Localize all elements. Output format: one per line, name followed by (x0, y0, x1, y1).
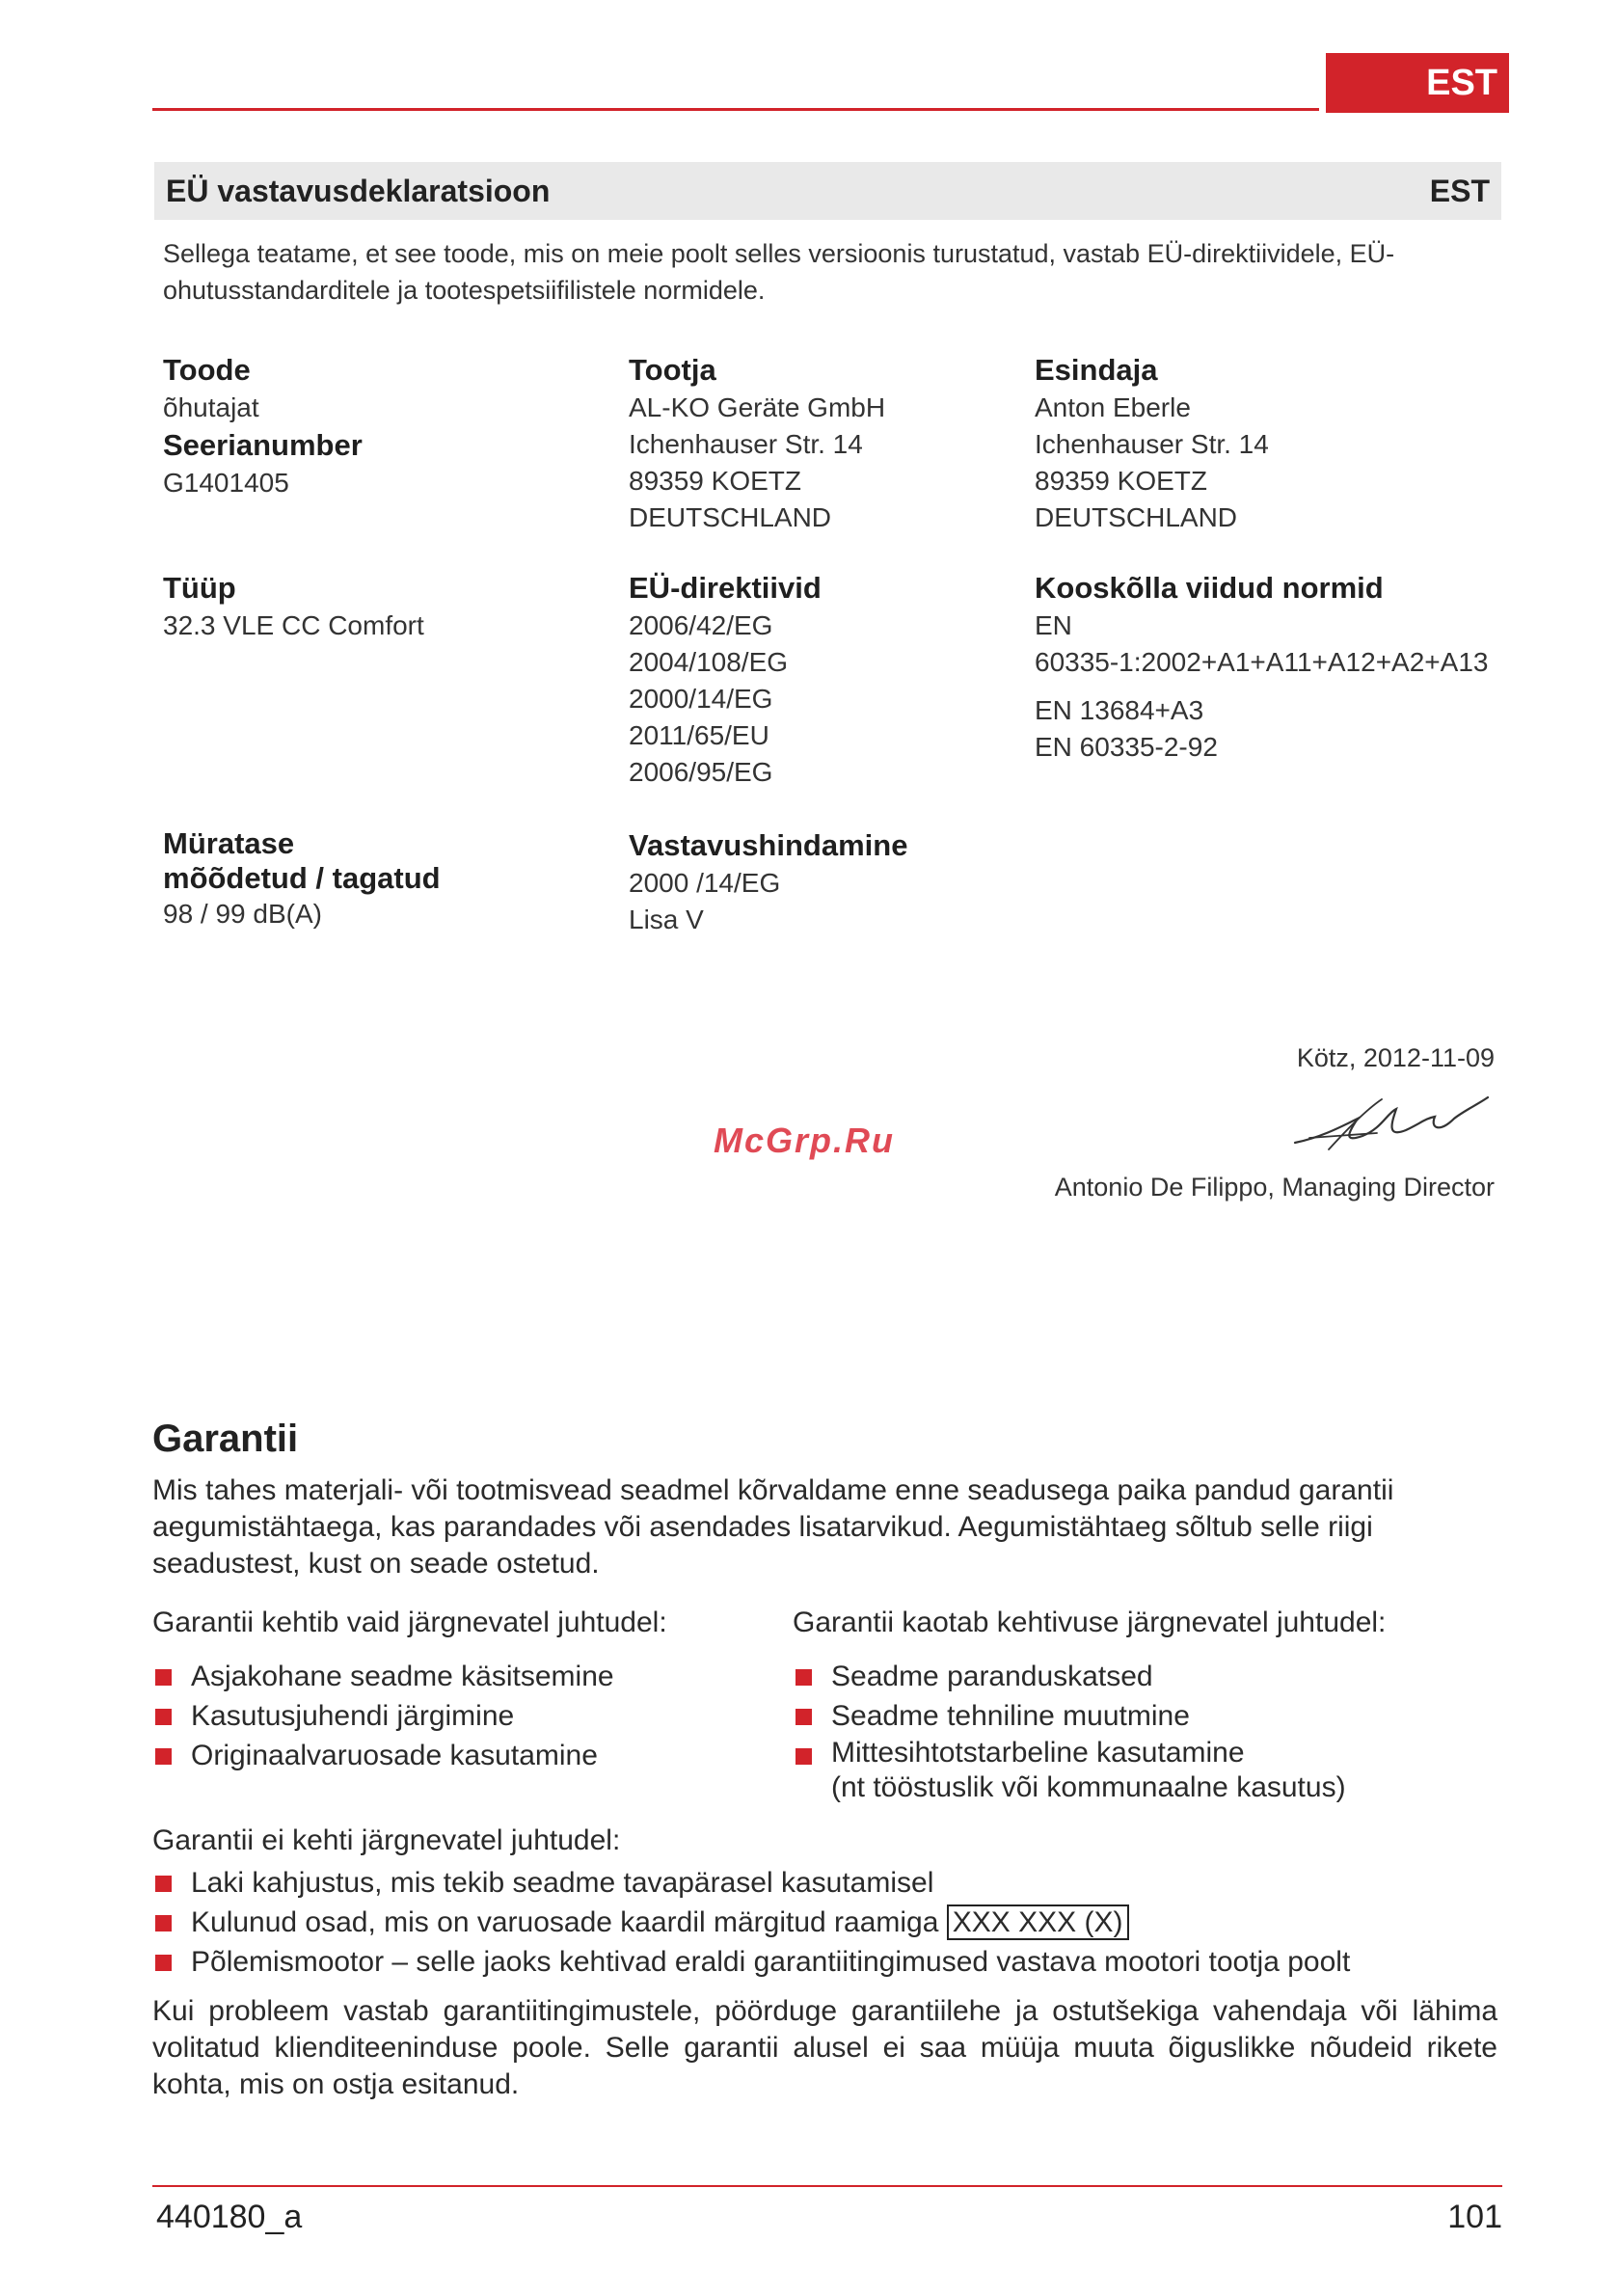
directive-item: 2006/42/EG (629, 610, 773, 640)
list-item: Põlemismootor – selle jaoks kehtivad eraldi garantiitingimused vastava mootori tootja poolt (152, 1942, 1502, 1982)
declaration-intro: Sellega teatame, et see toode, mis on meie poolt selles versioonis turustatud, vastab EÜ-direktiividele, EÜ-ohutusstandarditele ja tootespetsiifilistele normidele. (163, 239, 1395, 305)
signer-name: Antonio De Filippo, Managing Director (1054, 1173, 1495, 1202)
directive-item: 2000/14/EG (629, 684, 773, 714)
manufacturer-line: AL-KO Geräte GmbH (629, 392, 886, 422)
noise-value: 98 / 99 dB(A) (163, 899, 322, 929)
representative-line: DEUTSCHLAND (1035, 502, 1238, 532)
directive-item: 2011/65/EU (629, 720, 769, 750)
bullet-square-icon (796, 1669, 812, 1686)
conformity-label: Vastavushindamine (629, 828, 908, 862)
header-rule (152, 108, 1319, 111)
noise-label: Müratase (163, 826, 295, 860)
noise-label-sub: mõõdetud / tagatud (163, 861, 441, 895)
norm-item: EN 13684+A3 (1035, 695, 1204, 725)
serial-label: Seerianumber (163, 428, 363, 462)
list-item: Asjakohane seadme käsitsemine (152, 1657, 769, 1696)
list-item: Originaalvaruosade kasutamine (152, 1736, 769, 1775)
norm-item: 60335-1:2002+A1+A11+A12+A2+A13 (1035, 647, 1489, 677)
norm-item: EN (1035, 610, 1072, 640)
list-item: Kasutusjuhendi järgimine (152, 1696, 769, 1736)
boxed-part-code: XXX XXX (X) (947, 1904, 1129, 1940)
list-item: Seadme tehniline muutmine (793, 1696, 1497, 1736)
list-item: Seadme paranduskatsed (793, 1657, 1497, 1696)
guarantee-void-heading: Garantii kaotab kehtivuse järgnevatel juhtudel: (793, 1607, 1387, 1638)
representative-label: Esindaja (1035, 353, 1158, 387)
guarantee-valid-list (152, 1657, 769, 1775)
representative-line: Ichenhauser Str. 14 (1035, 429, 1269, 459)
bullet-square-icon (155, 1955, 172, 1971)
bullet-square-icon (155, 1915, 172, 1931)
watermark: McGrp.Ru (714, 1121, 896, 1160)
place-date: Kötz, 2012-11-09 (1296, 1043, 1495, 1072)
guarantee-void-list (793, 1657, 1497, 1805)
guarantee-intro: Mis tahes materjali- või tootmisvead seadmel kõrvaldame enne seadusega paika pandud garantii aegumistähtaega, kas parandades või asendades lisatarvikud. Aegumistähtaeg sõltub selle riigi seadustest, kust on seade ostetud. (152, 1474, 1394, 1580)
directive-item: 2006/95/EG (629, 757, 773, 787)
directives-block (629, 569, 1014, 791)
bullet-square-icon (155, 1669, 172, 1686)
type-block (163, 569, 587, 644)
conformity-line: Lisa V (629, 905, 704, 934)
list-item: Kulunud osad, mis on varuosade kaardil märgitud raamiga XXX XXX (X) (152, 1903, 1502, 1942)
manufacturer-line: 89359 KOETZ (629, 466, 801, 496)
type-label: Tüüp (163, 571, 236, 605)
list-item: Laki kahjustus, mis tekib seadme tavapärasel kasutamisel (152, 1863, 1502, 1903)
list-item: Mittesihtotstarbeline kasutamine (nt tööstuslik või kommunaalne kasutus) (793, 1736, 1497, 1805)
guarantee-valid-heading: Garantii kehtib vaid järgnevatel juhtudel: (152, 1607, 667, 1638)
declaration-title-lang: EST (1429, 173, 1490, 208)
bullet-square-icon (796, 1748, 812, 1765)
norms-label: Kooskõlla viidud normid (1035, 571, 1384, 605)
representative-line: Anton Eberle (1035, 392, 1191, 422)
guarantee-title: Garantii (152, 1418, 299, 1460)
manufacturer-line: Ichenhauser Str. 14 (629, 429, 863, 459)
norms-block (1035, 569, 1507, 766)
representative-block (1035, 351, 1497, 536)
norm-item: EN 60335-2-92 (1035, 732, 1218, 762)
product-label: Toode (163, 353, 251, 387)
directives-label: EÜ-direktiivid (629, 571, 822, 605)
signature-image (1290, 1090, 1493, 1157)
footer-rule (152, 2185, 1502, 2187)
product-block (163, 351, 587, 501)
document-code: 440180_a (156, 2199, 303, 2235)
product-value: õhutajat (163, 392, 259, 422)
bullet-square-icon (796, 1709, 812, 1725)
guarantee-excluded-list (152, 1863, 1502, 1982)
bullet-square-icon (155, 1876, 172, 1892)
bullet-square-icon (155, 1748, 172, 1765)
declaration-title-bar (154, 162, 1501, 220)
manufacturer-label: Tootja (629, 353, 716, 387)
serial-value: G1401405 (163, 468, 289, 498)
type-value: 32.3 VLE CC Comfort (163, 610, 424, 640)
noise-block (163, 826, 587, 932)
bullet-square-icon (155, 1709, 172, 1725)
manufacturer-block (629, 351, 1014, 536)
directive-item: 2004/108/EG (629, 647, 789, 677)
declaration-title: EÜ vastavusdeklaratsioon (166, 173, 551, 208)
conformity-block (629, 826, 1014, 938)
guarantee-closing: Kui probleem vastab garantiitingimustele, pöörduge garantiilehe ja ostutšekiga vahendaja või lähima volitatud klienditeeninduse poole. Selle garantii alusel ei saa müüja muuta õiguslikke nõudeid rikete kohta, mis on ostja esitanud. (152, 1995, 1497, 2100)
page-number: 101 (1447, 2199, 1502, 2235)
language-tab: EST (1326, 53, 1509, 113)
guarantee-excluded-heading: Garantii ei kehti järgnevatel juhtudel: (152, 1824, 621, 1856)
representative-line: 89359 KOETZ (1035, 466, 1207, 496)
conformity-line: 2000 /14/EG (629, 868, 781, 898)
manufacturer-line: DEUTSCHLAND (629, 502, 832, 532)
